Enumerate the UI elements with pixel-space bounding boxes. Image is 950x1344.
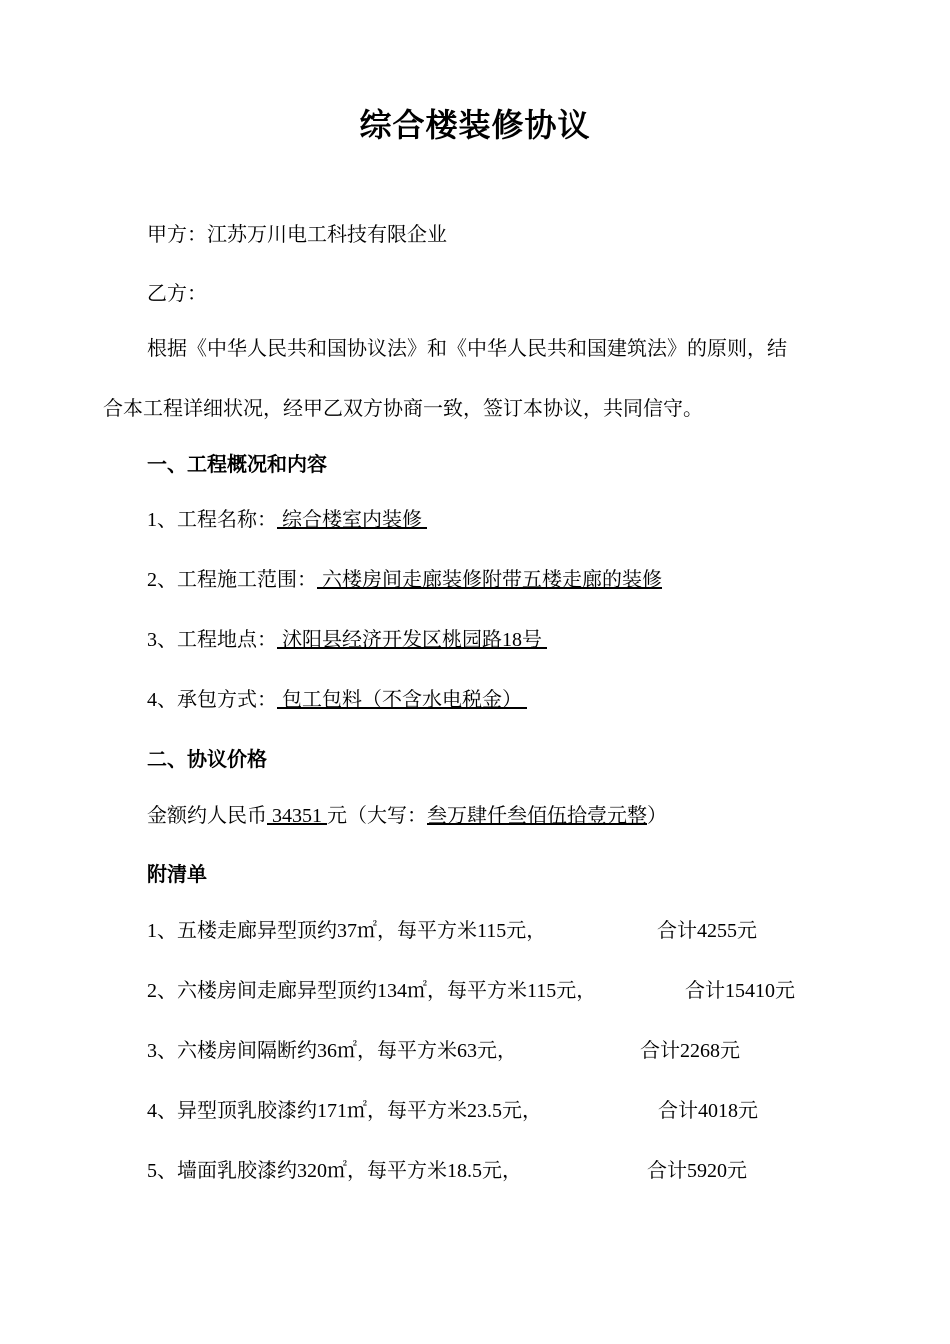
section-1-heading: 一、工程概况和内容 bbox=[147, 454, 327, 476]
list-item bbox=[147, 977, 596, 1005]
list-item-desc: 1、五楼走廊异型顶约37㎡，每平方米115元， bbox=[147, 920, 547, 942]
item-value: 综合楼室内装修 bbox=[277, 509, 427, 531]
item-value: 包工包料（不含水电税金） bbox=[277, 689, 527, 711]
item-label: 2、工程施工范围： bbox=[147, 569, 317, 591]
price-amount-words: 叁万肆仟叁佰伍拾壹元整 bbox=[427, 805, 647, 827]
list-item-total: 合计4255元 bbox=[657, 920, 757, 942]
item-project-location bbox=[147, 626, 547, 654]
list-item bbox=[147, 1097, 542, 1125]
list-item-desc: 2、六楼房间走廊异型顶约134㎡，每平方米115元， bbox=[147, 980, 597, 1002]
item-construction-scope bbox=[147, 566, 662, 594]
list-item-desc: 4、异型顶乳胶漆约171㎡，每平方米23.5元， bbox=[147, 1100, 542, 1122]
list-item-desc: 5、墙面乳胶漆约320㎡，每平方米18.5元， bbox=[147, 1160, 522, 1182]
price-suffix: ） bbox=[647, 805, 667, 827]
item-label: 1、工程名称： bbox=[147, 509, 277, 531]
item-project-name bbox=[147, 506, 427, 534]
list-item-total: 合计2268元 bbox=[640, 1040, 740, 1062]
price-middle: 元（大写： bbox=[327, 805, 427, 827]
list-item-total: 合计5920元 bbox=[647, 1160, 747, 1182]
item-value: 六楼房间走廊装修附带五楼走廊的装修 bbox=[317, 569, 662, 591]
section-2-heading: 二、协议价格 bbox=[147, 749, 267, 771]
list-item bbox=[147, 917, 546, 945]
list-item bbox=[147, 1037, 517, 1065]
document-title: 综合楼装修协议 bbox=[359, 107, 591, 143]
price-prefix: 金额约人民币 bbox=[147, 805, 267, 827]
party-a: 甲方：江苏万川电工科技有限企业 bbox=[147, 224, 447, 246]
item-label: 4、承包方式： bbox=[147, 689, 277, 711]
item-contract-method bbox=[147, 686, 527, 714]
item-value: 沭阳县经济开发区桃园路18号 bbox=[277, 629, 547, 651]
party-b: 乙方： bbox=[147, 283, 207, 305]
intro-line-1: 根据《中华人民共和国协议法》和《中华人民共和国建筑法》的原则，结 bbox=[147, 338, 787, 360]
list-item-total: 合计4018元 bbox=[658, 1100, 758, 1122]
price-amount: 34351 bbox=[267, 805, 327, 827]
list-item-total: 合计15410元 bbox=[685, 980, 795, 1002]
list-heading: 附清单 bbox=[147, 864, 207, 886]
list-item bbox=[147, 1157, 522, 1185]
item-label: 3、工程地点： bbox=[147, 629, 277, 651]
list-item-desc: 3、六楼房间隔断约36㎡，每平方米63元， bbox=[147, 1040, 517, 1062]
intro-line-2: 合本工程详细状况，经甲乙双方协商一致，签订本协议，共同信守。 bbox=[103, 398, 703, 420]
price-line bbox=[147, 802, 667, 830]
